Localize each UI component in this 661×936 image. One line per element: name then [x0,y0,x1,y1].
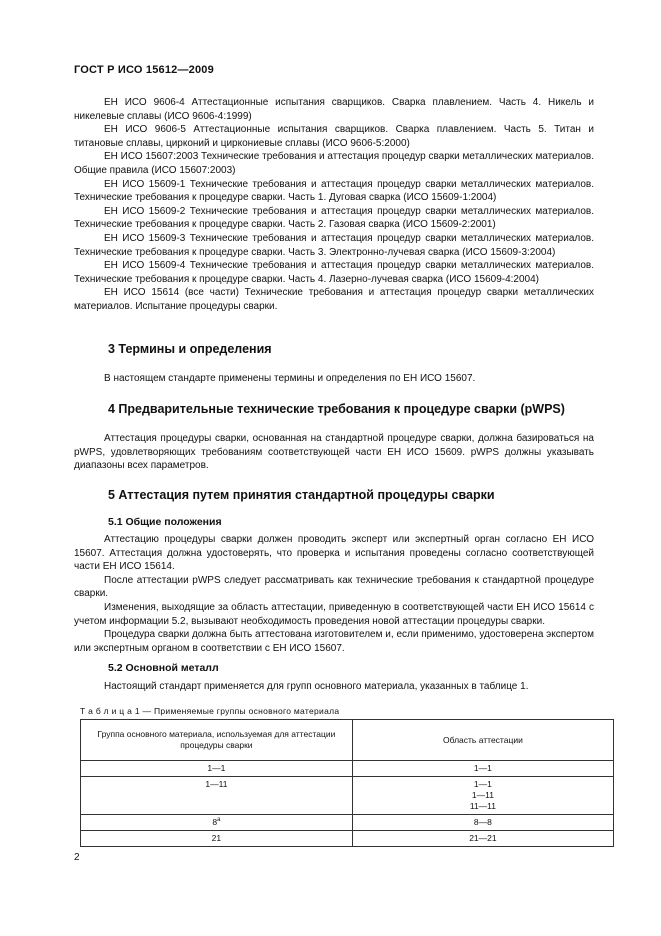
table-1 [80,719,614,847]
table-row [81,831,614,847]
table-header-scope: Область аттестации [352,720,613,761]
table-row [81,777,614,815]
section-3-text [74,372,594,386]
table-row [81,815,614,831]
section-5-1-paragraph: Процедура сварки должна быть аттестована изготовителем и, если применимо, удостоверена экспертом или экспертным органом в соответствии с ЕН ИСО 15607. [74,629,594,654]
reference-item: ЕН ИСО 15607:2003 Технические требования и аттестация процедур сварки металлических материалов. Общие правила (ИСО 15607:2003) [74,151,594,176]
scope-value: 11—11 [469,801,496,811]
table-1-caption [80,706,339,716]
section-3-heading: 3 Термины и определения [108,342,272,356]
section-5-1-paragraph: Изменения, выходящие за область аттестации, приведенную в соответствующей части ЕН ИСО 15614 с учетом информации 5.2, вызывают необходимость проведения новой аттестации процедуры сварки. [74,601,594,627]
group-value: 8 [212,817,218,827]
table-cell-scope [352,777,613,815]
section-5-1-paragraph: После аттестации pWPS следует рассматривать как технические требования к стандартной процедуре сварки. [74,574,594,600]
reference-item: ЕН ИСО 9606-5 Аттестационные испытания сварщиков. Сварка плавлением. Часть 5. Титан и титановые сплавы, цирконий и циркониевые сплавы (ИСО 9606-5:2000) [74,124,594,149]
group-value: 21 [211,833,222,843]
section-5-2-paragraph: Настоящий стандарт применяется для групп основного материала, указанных в таблице 1. [104,681,529,692]
reference-item: ЕН ИСО 15614 (все части) Технические требования и аттестация процедур сварки металлических материалов. Испытание процедуры сварки. [74,287,594,312]
table-header-row [81,720,614,761]
reference-item: ЕН ИСО 15609-3 Технические требования и аттестация процедур сварки металлических материалов. Технические требования к процедуре сварки. Часть 3. Электронно-лучевая сварка (ИСО 15609-3:2004) [74,232,594,258]
table-caption-prefix: Т а б л и ц а 1 [80,706,140,716]
footnote-marker: a [217,817,221,824]
table-cell-group [81,815,353,831]
references-list [74,96,594,314]
section-5-1-text [74,533,594,655]
section-4-heading: 4 Предварительные технические требования к процедуре сварки (pWPS) [108,402,565,416]
reference-item: ЕН ИСО 15609-2 Технические требования и аттестация процедур сварки металлических материалов. Технические требования к процедуре сварки. Часть 2. Газовая сварка (ИСО 15609-2:2001) [74,205,594,231]
section-3-paragraph: В настоящем стандарте применены термины и определения по ЕН ИСО 15607. [104,373,476,384]
scope-value: 21—21 [469,833,497,843]
reference-item: ЕН ИСО 15609-4 Технические требования и аттестация процедур сварки металлических материалов. Технические требования к процедуре сварки. Часть 4. Лазерно-лучевая сварка (ИСО 15609-4:2004) [74,260,594,285]
group-value: 1—1 [207,763,226,773]
page-number: 2 [74,852,80,863]
section-5-2-heading: 5.2 Основной металл [108,662,219,674]
reference-item: ЕН ИСО 9606-4 Аттестационные испытания сварщиков. Сварка плавлением. Часть 4. Никель и никелевые сплавы (ИСО 9606-4:1999) [74,97,594,122]
section-5-1-paragraph: Аттестацию процедуры сварки должен проводить эксперт или экспертный орган согласно ЕН ИСО 15607. Аттестация должна удостоверять, что проверка и испытания проведены согласно соответствующей части ЕН ИСО 15614. [74,534,594,573]
section-5-2-text [74,680,594,694]
reference-item: ЕН ИСО 15609-1 Технические требования и аттестация процедур сварки металлических материалов. Технические требования к процедуре сварки. Часть 1. Дуговая сварка (ИСО 15609-1:2004) [74,178,594,204]
table-cell-group [81,777,353,815]
section-5-1-heading: 5.1 Общие положения [108,516,222,528]
table-row [81,761,614,777]
group-value: 1—11 [205,779,228,789]
scope-value: 1—1 [473,763,492,773]
table-header-group: Группа основного материала, используемая для аттестации процедуры сварки [81,720,353,761]
scope-value: 8—8 [473,817,492,827]
table-caption-text: — Применяемые группы основного материала [139,706,340,716]
table-cell-scope [352,831,613,847]
section-4-paragraph: Аттестация процедуры сварки, основанная на стандартной процедуре сварки, должна базироваться на pWPS, удовлетворяющих требованиям соответствующей части ЕН ИСО 15609. pWPS должны указывать диапазоны всех параметров. [74,433,594,472]
table-cell-scope [352,815,613,831]
section-5-heading: 5 Аттестация путем принятия стандартной процедуры сварки [108,488,495,502]
table-cell-scope [352,761,613,777]
scope-value: 1—1 [473,779,492,789]
scope-value: 1—11 [471,790,494,800]
table-cell-group [81,761,353,777]
section-4-text [74,432,594,473]
page-header: ГОСТ Р ИСО 15612—2009 [74,64,214,76]
table-cell-group [81,831,353,847]
